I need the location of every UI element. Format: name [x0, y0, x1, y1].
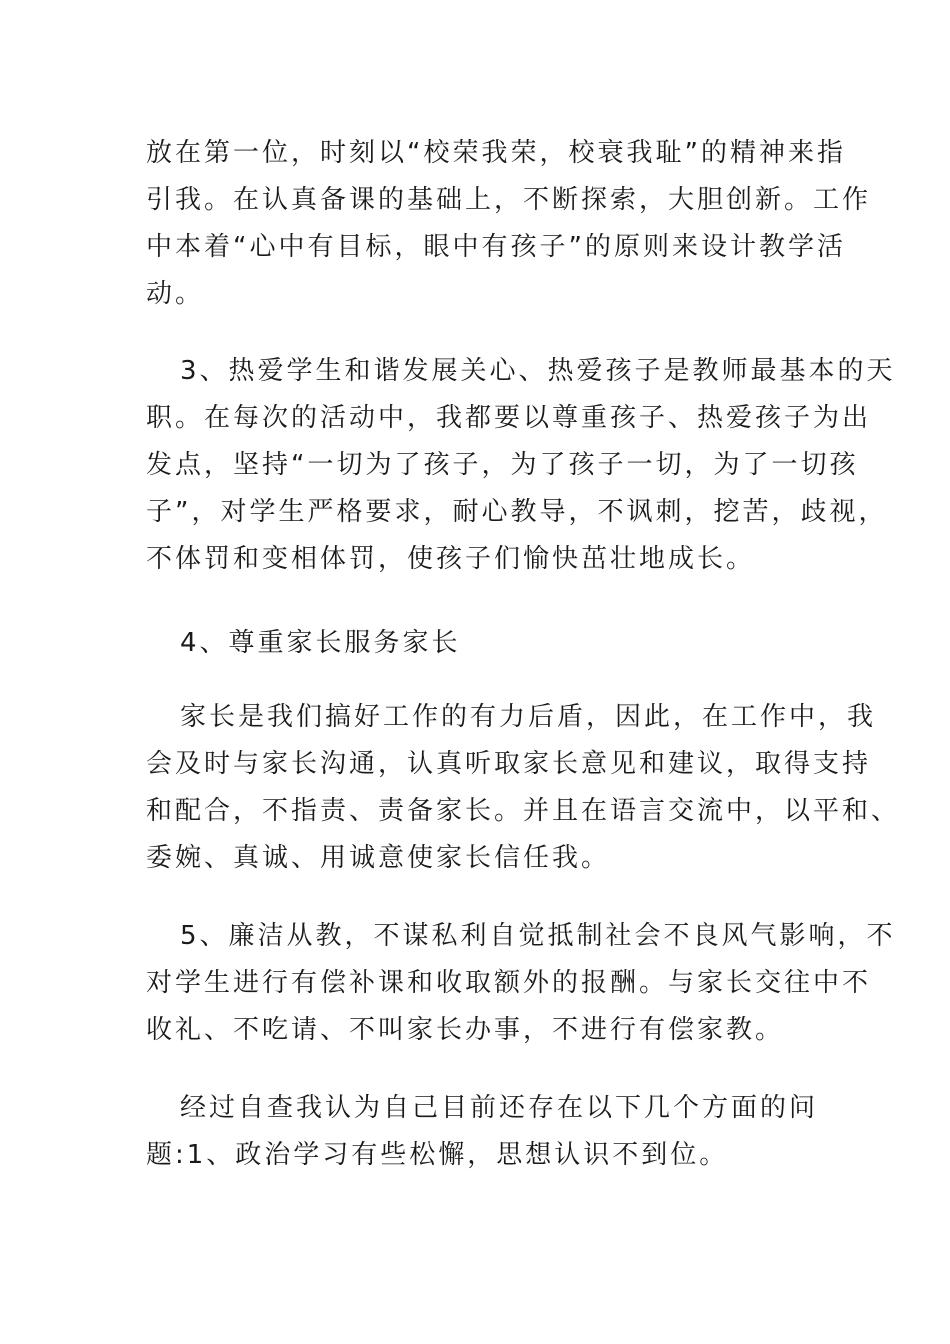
text-line: 会及时与家长沟通，认真听取家长意见和建议，取得支持: [146, 749, 872, 779]
text-line: 收礼、不吃请、不叫家长办事，不进行有偿家教。: [146, 1015, 785, 1045]
paragraph-self-check: [146, 1085, 819, 1179]
text-line: 委婉、真诚、用诚意使家长信任我。: [146, 843, 611, 873]
paragraph-respect-parents-heading: [146, 620, 806, 667]
text-line: 经过自查我认为自己目前还存在以下几个方面的问: [180, 1093, 819, 1123]
text-line: 引我。在认真备课的基础上，不断探索，大胆创新。工作: [146, 185, 872, 215]
text-line: 中本着“心中有目标，眼中有孩子”的原则来设计教学活: [146, 232, 846, 262]
paragraph-parents-support: [146, 694, 901, 882]
text-line: 发点，坚持“一切为了孩子，为了孩子一切，为了一切孩: [146, 450, 859, 480]
text-line: 题:1、政治学习有些松懈，思想认识不到位。: [146, 1140, 729, 1170]
paragraph-love-students: [146, 348, 896, 583]
text-line: 动。: [146, 279, 205, 309]
text-line: 4、尊重家长服务家长: [180, 628, 461, 658]
text-line: 子”，对学生严格要求，耐心教导，不讽刺，挖苦，歧视，: [146, 497, 888, 527]
text-line: 对学生进行有偿补课和收取额外的报酬。与家长交往中不: [146, 968, 872, 998]
paragraph-integrity: [146, 913, 896, 1054]
text-line: 和配合，不指责、责备家长。并且在语言交流中，以平和、: [146, 796, 901, 826]
text-line: 家长是我们搞好工作的有力后盾，因此，在工作中，我: [180, 702, 877, 732]
text-line: 放在第一位，时刻以“校荣我荣，校衰我耻”的精神来指: [146, 138, 846, 168]
text-line: 不体罚和变相体罚，使孩子们愉快茁壮地成长。: [146, 544, 756, 574]
text-line: 职。在每次的活动中，我都要以尊重孩子、热爱孩子为出: [146, 403, 872, 433]
text-line: 3、热爱学生和谐发展关心、热爱孩子是教师最基本的天: [180, 356, 896, 386]
paragraph-school-honor: [146, 130, 872, 318]
text-line: 5、廉洁从教，不谋私利自觉抵制社会不良风气影响，不: [180, 921, 896, 951]
